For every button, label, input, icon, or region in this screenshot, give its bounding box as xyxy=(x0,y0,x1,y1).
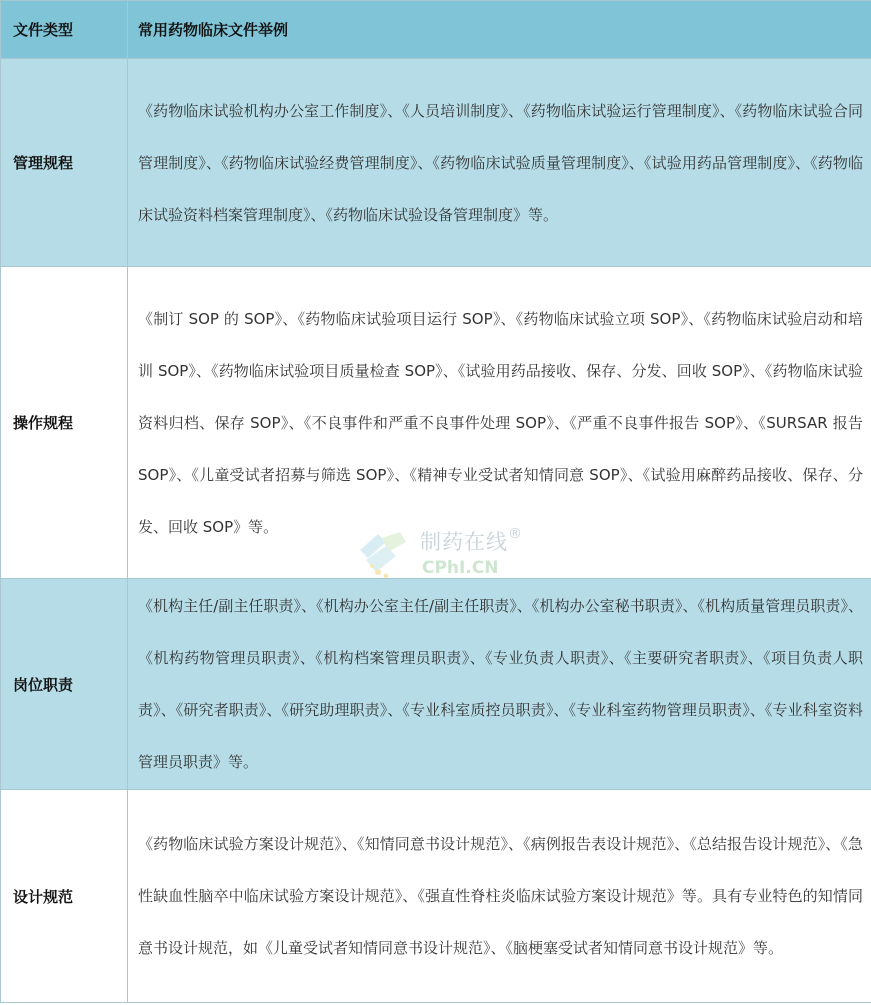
file-type-cell: 管理规程 xyxy=(1,59,128,267)
header-examples: 常用药物临床文件举例 xyxy=(128,1,871,59)
watermark-cn-text: 制药在线® xyxy=(420,526,523,554)
examples-cell: 《药物临床试验方案设计规范》、《知情同意书设计规范》、《病例报告表设计规范》、《总结报告设计规范》、《急性缺血性脑卒中临床试验方案设计规范》、《强直性脊柱炎临床试验方案设计规范》等。具有专业特色的知情同意书设计规范，如《儿童受试者知情同意书设计规范》、《脑梗塞受试者知情同意书设计规范》等。 xyxy=(128,790,871,1003)
watermark-en-text: CPhI.CN xyxy=(422,558,499,578)
file-type-cell: 操作规程 xyxy=(1,267,128,579)
table-header-row xyxy=(1,1,871,59)
table-row xyxy=(1,267,871,579)
examples-cell: 《机构主任/副主任职责》、《机构办公室主任/副主任职责》、《机构办公室秘书职责》、《机构质量管理员职责》、《机构药物管理员职责》、《机构档案管理员职责》、《专业负责人职责》、《主要研究者职责》、《项目负责人职责》、《研究者职责》、《研究助理职责》、《专业科室质控员职责》、《专业科室药物管理员职责》、《专业科室资料管理员职责》等。 xyxy=(128,579,871,790)
table-row xyxy=(1,59,871,267)
examples-cell: 《药物临床试验机构办公室工作制度》、《人员培训制度》、《药物临床试验运行管理制度》、《药物临床试验合同管理制度》、《药物临床试验经费管理制度》、《药物临床试验质量管理制度》、《试验用药品管理制度》、《药物临床试验资料档案管理制度》、《药物临床试验设备管理制度》等。 xyxy=(128,59,871,267)
table-row xyxy=(1,790,871,1003)
examples-cell: 《制订 SOP 的 SOP》、《药物临床试验项目运行 SOP》、《药物临床试验立项 SOP》、《药物临床试验启动和培训 SOP》、《药物临床试验项目质量检查 SOP》、《试验用药品接收、保存、分发、回收 SOP》、《药物临床试验资料归档、保存 SOP》、《不良事件和严重不良事件处理 SOP》、《严重不良事件报告 SOP》、《SURSAR 报告 SOP》、《儿童受试者招募与筛选 SOP》、《精神专业受试者知情同意 SOP》、《试验用麻醉药品接收、保存、分发、回收 SOP》等。 xyxy=(128,267,871,579)
table-row xyxy=(1,579,871,790)
header-file-type: 文件类型 xyxy=(1,1,128,59)
file-type-cell: 岗位职责 xyxy=(1,579,128,790)
file-type-cell: 设计规范 xyxy=(1,790,128,1003)
